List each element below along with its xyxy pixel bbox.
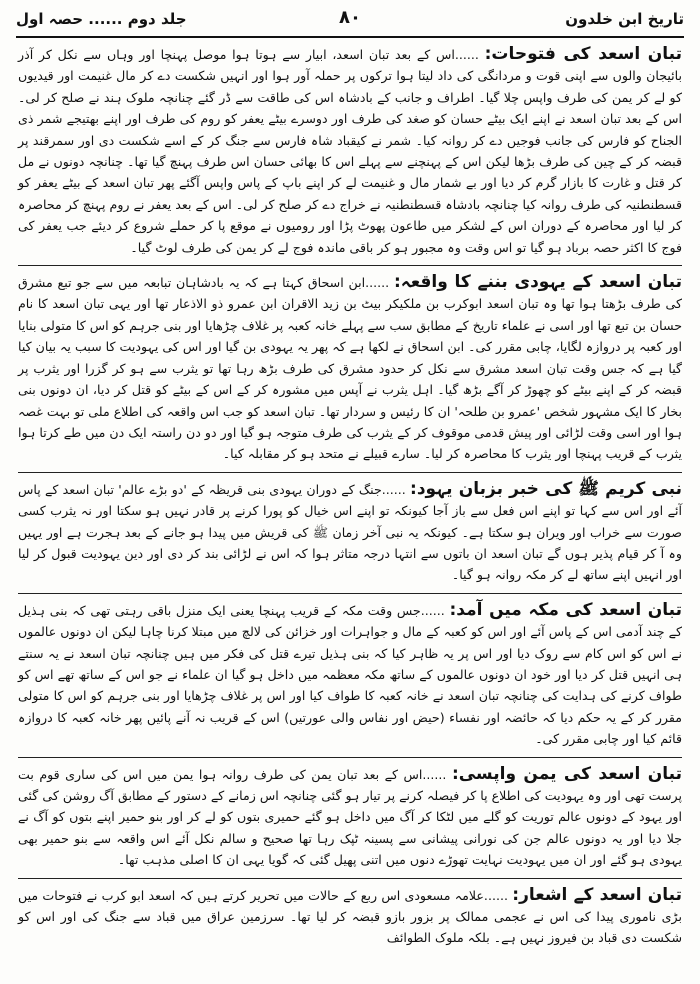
section-heading: نبی کریم ﷺ کی خبر بزبان یہود: — [410, 478, 682, 499]
section-divider — [18, 265, 682, 266]
section-heading: تبان اسعد کے اشعار: — [512, 884, 682, 905]
section-text: ......اس کے بعد تبان یمن کی طرف روانہ ہوا یمن میں اس کی ساری قوم بت پرست تھی اور وہ یہودیت کی اطلاع پا کر فیصلہ کرنے پر تیار ہو گئی چنانچہ اس زمانے کے دستور کے مطابق آگ روشن کی گئی اور یہود کے دونوں عالم توریت کو گلے میں لٹکا کر آگ میں داخل ہو گئے حمیری بتوں کو لے کر اور بنو حمیر اپنے بتوں کو آگ نے جلا دیا اور یہ دونوں عالم جن کی نورانی پیشانی سے پسینہ ٹپک رہا تھا صحیح و سالم نکل آئے اس واقعہ سے بنو حمیر بھی یہودی ہو گئے اور ان میں یہودیت نہایت تھوڑے دنوں میں اتنی پھیل گئی کہ گویا یہی ان کا اصلی مذہب تھا۔ — [18, 766, 682, 868]
paragraph — [18, 272, 682, 465]
section-makkah-arrival — [18, 600, 682, 750]
section-heading: تبان اسعد کی فتوحات: — [484, 44, 683, 64]
section-heading: تبان اسعد کی یمن واپسی: — [451, 763, 682, 784]
page-body — [18, 44, 682, 956]
section-divider — [18, 593, 682, 594]
section-prophecy — [18, 479, 682, 586]
section-text: ......جنگ کے دوران یہودی بنی قریظہ کے 'دو بڑے عالم' تبان اسعد کے پاس آئے اور اس سے کہا تو اپنے اس فعل سے باز آجا کیونکہ تو اپنے اس خیال کو پورا کرنے پر قادر نہیں ہو سکتا اور نہ یثرب کسی صورت سے خراب اور ویران ہو سکتا ہے۔ کیونکہ یہ نبی آخر زمان ﷺ کی قریش میں پیدا ہو جانے کے بعد ہجرت ہے اور یہیں وہ آ کر قیام پذیر ہوں گے تبان اسعد ان باتوں سے انتہا درجہ متاثر ہوا کہ اس نے لڑائی بند کر دی اور دین یہودیت قبول کر لیا اور انہیں اپنے ساتھ لے کر مکہ روانہ ہو گیا۔ — [18, 481, 682, 583]
section-divider — [18, 878, 682, 879]
volume-part-label: جلد دوم ...... حصہ اول — [16, 10, 187, 28]
section-text: ......ابن اسحاق کہتا ہے کہ یہ بادشاہان تبابعہ میں سے جو تبع مشرق کی طرف بڑھتا ہوا تھا وہ تبان اسعد ابوکرب بن ملکیکر بیٹ بن زید الاقران ابن عمرو ذو الاذعار تھا اور یہی تبان اسعد کا نام حسان بن تبع تھا اور اسی نے علماء تاریخ کے مطابق سب سے پہلے خانہ کعبہ پر غلاف چڑھایا اور بنی جرہم کو اس کا متولی بنایا اور کعبہ پر دروازہ لگایا، چابی مقرر کی۔ ابن اسحاق نے لکھا ہے کہ پھر یہ یہودی بن گیا اور اس کی یہودیت کا سبب یہ بیان کیا گیا ہے کہ جس وقت تبان اسعد مشرق سے نکل کر حدود مشرق کی طرف بڑھ رہا تھا تو یثرب سے ہو کر گزرا اور یثرب پر قبضہ کر کے اپنے بیٹے کو چھوڑ کر آگے بڑھ گیا۔ اہل یثرب نے آپس میں مشورہ کر کے اس کے بیٹے کو قتل کر دیا، ان دونوں بنی بخار کا ایک مشہور شخص 'عمرو بن طلحہ' ان کا رئیس و سردار تھا۔ تبان اسعد کو جب اس واقعہ کی اطلاع ملی تو بہت غصہ ہوا اور اسی وقت لڑائی اور پیش قدمی موقوف کر کے یثرب کی طرف متوجہ ہو گیا اور دو دن راستہ ایک دن میں طے کرتا ہوا یثرب کے قریب پہنچا اور یثرب کا محاصرہ کر لیا۔ سارے قبیلے نے متحد ہو کر مقابلہ کیا۔ — [18, 275, 682, 462]
section-divider — [18, 757, 682, 758]
section-text: ......علامہ مسعودی اس ربع کے حالات میں تحریر کرتے ہیں کہ اسعد ابو کرب نے فتوحات میں بڑی ناموری پیدا کی اس نے عجمی ممالک پر بزور بازو قبضہ کر لیا تھا۔ سرزمین عراق میں قباد سے جنگ کی اور اس کو شکست دی قباد بن فیروز نہیں ہے۔ بلکہ ملوک الطوائف — [18, 887, 682, 946]
paragraph — [18, 479, 682, 586]
page-header — [16, 6, 684, 38]
section-divider — [18, 472, 682, 473]
section-conversion — [18, 272, 682, 465]
page-number: ۸۰ — [339, 7, 361, 28]
section-poetry — [18, 885, 682, 949]
book-title: تاریخ ابن خلدون — [565, 10, 684, 28]
section-heading: تبان اسعد کے یہودی بننے کا واقعہ: — [393, 272, 682, 293]
section-yemen-return — [18, 764, 682, 871]
paragraph — [18, 885, 682, 949]
paragraph — [18, 764, 682, 871]
section-heading: تبان اسعد کی مکہ میں آمد: — [449, 599, 682, 620]
section-text: ......جس وقت مکہ کے قریب پہنچا یعنی ایک منزل باقی رہتی تھی کہ بنی ہذیل کے چند آدمی اس کے پاس آئے اور اس کو کعبہ کے مال و جواہرات اور خزائن کی لالچ میں مبتلا کرنا چاہا لیکن ان دونوں عالموں نے اس کو اس کام سے روک دیا اور اس پر یہ ظاہر کیا کہ بنی ہذیل تیرے قتل کی فکر میں ہیں چنانچہ تبان اسعد نے یہ سنتے ہی انہیں قتل کر دیا اور خود ان دونوں عالموں کے ساتھ مکہ معظمہ میں داخل ہو گیا ان علماء نے جو اس کے ساتھ تھے اس کو طواف کرنے کی ہدایت کی چنانچہ تبان اسعد نے خانہ کعبہ کا طواف کیا اور اس پر غلاف چڑھایا اور بنی جرہم کو اس کا متولی مقرر کر کے یہ حکم دیا کہ حائضہ اور نفساء (حیض اور نفاس والی عورتیں) اس کے قریب نہ آنے پائیں پھر خانہ کعبہ کا دروازہ قائم کیا اور چابی مقرر کی۔ — [18, 602, 682, 747]
paragraph — [18, 600, 682, 750]
paragraph — [18, 44, 682, 258]
section-text: ......اس کے بعد تبان اسعد، ابیار سے ہوتا ہوا موصل پہنچا اور وہاں سے نکل کر آذر بائیجان والوں سے اپنی قوت و مردانگی کی داد لیتا ہوا ترکوں پر حملہ آور ہوا اور انہیں شکست دے کر مال غنیمت اور قیدیوں کو لے کر یمن کی طرف واپس چلا گیا۔ اطراف و جانب کے بادشاہ اس کی طاقت سے ڈر گئے چنانچہ ملوک ہند نے صلح کر لی۔ اس کے بعد تبان اسعد نے اپنے ایک بیٹے حسان کو صغد کی طرف اور دوسرے بیٹے یعفر کو روم کی طرف اور اپنے بھتیجے شمر ذی الجناح کو فارس کی جانب فوجیں دے کر روانہ کیا۔ شمر نے کیقباد شاہ فارس سے جنگ کر کے اسے شکست دی اور سمرقند پر قبضہ کر کے چین کی طرف بڑھا لیکن اس کے پہنچنے سے پہلے اس کا بھائی حسان اس طرف پہنچ گیا تھا۔ چنانچہ دونوں نے مل کر قتل و غارت کا بازار گرم کر دیا اور بے شمار مال و غنیمت لے کر اپنے باپ کے پاس واپس آگئے پھر تبان اسعد کے بیٹے یعفر کو قسطنطنیہ کی طرف روانہ کیا چنانچہ بادشاہ قسطنطنیہ نے خراج دے کر صلح کر لی۔ اس کے بعد یعفر نے روم پہنچ کر محاصرہ کر لیا اور محاصرہ کے دوران اس کے لشکر میں طاعون پھوٹ پڑا اور رومیوں نے موقع پا کر حملے شروع کر دیئے جب یعفر کی فوج کا اکثر حصہ برباد ہو گیا تو اس وقت وہ مجبور ہو کر باقی ماندہ فوج لے کر یمن کی طرف لوٹ گیا۔ — [18, 47, 682, 255]
section-conquests — [18, 44, 682, 258]
